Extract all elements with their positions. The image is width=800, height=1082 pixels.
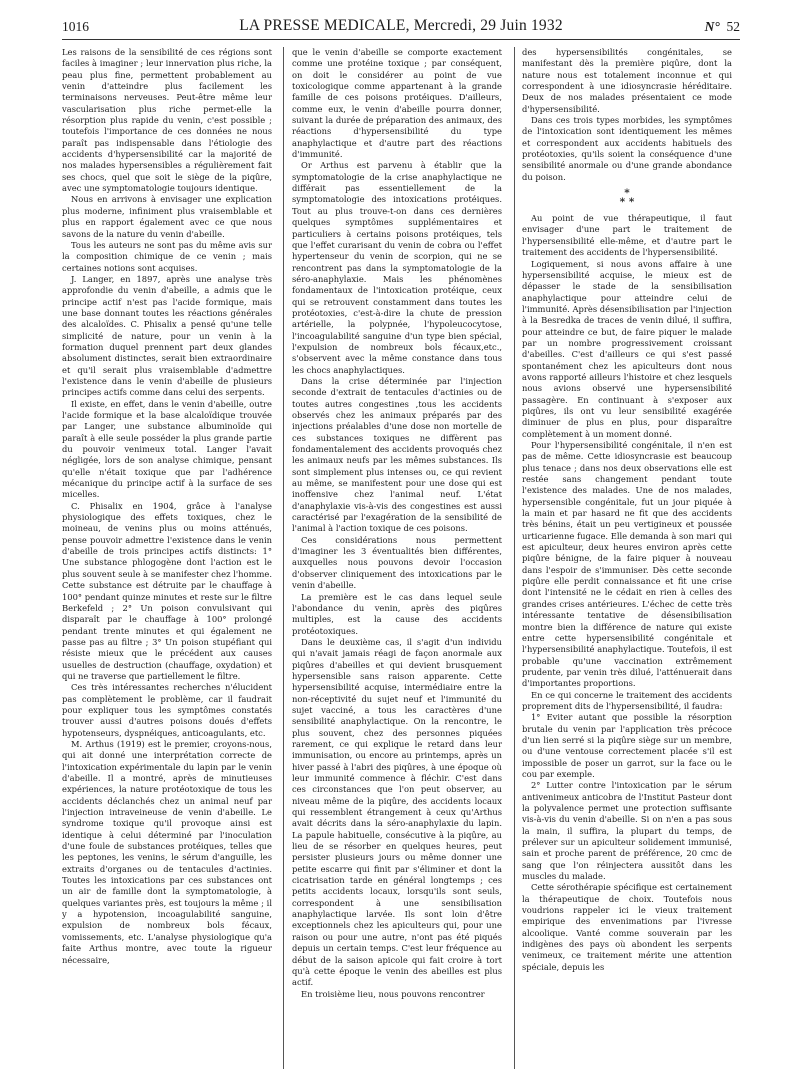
paragraph: Il existe, en effet, dans le venin d'abeille, outre l'acide formique et la base alcaloïdique trouvée par Langer, une substance albuminoïde qui paraît à elle seule posséder la plus grande partie du pouvoir venimeux total. Langer l'avait négligée, lors de son analyse chimique, pensant qu'elle n'était toxique que par l'adhérence mécanique du principe actif à la surface de ses micelles. (62, 398, 272, 500)
issue-number (705, 19, 740, 35)
journal-title-date: LA PRESSE MEDICALE, Mercredi, 29 Juin 1932 (239, 17, 563, 34)
paragraph: 2° Lutter contre l'intoxication par le sérum antivenimeux anticobra de l'Institut Pasteur dont la polyvalence permet une protection suffisante vis-à-vis du venin d'abeille. Si on n'en a pas sous la main, il suffira, la plupart du temps, de prélever sur un apiculteur solidement immunisé, sain et proche parent de préférence, 20 cmc de sang que l'on réinjectera aussitôt dans les muscles du malade. (522, 780, 732, 882)
paragraph: des hypersensibilités congénitales, se manifestant dès la première piqûre, dont la nature nous est totalement inconnue et qui correspondent à une idiosyncrasie héréditaire. Deux de nos malades présentaient ce mode d'hypersensibilité. (522, 47, 732, 114)
paragraph: Cette sérothérapie spécifique est certainement la thérapeutique de choix. Toutefois nous voudrions rappeler ici le vieux traitement empirique des envenimations par l'ivresse alcoolique. Vanté comme souverain par les indigènes des pays où abondent les serpents venimeux, ce traitement mérite une attention spéciale, depuis les (522, 882, 732, 972)
page-number: 1016 (62, 19, 89, 34)
column-rule (283, 47, 284, 1069)
paragraph: Pour l'hypersensibilité congénitale, il n'en est pas de même. Cette idiosyncrasie est beaucoup plus tenace ; dans nos deux observations elle est restée sans changement pendant toute l'existence des malades. Une de nos malades, hypersensible congénitale, fut un jour piquée à la main et par hasard ne fit que des accidents très bénins, était un peu vertigineux et poussée urticarienne fugace. Elle demanda à son mari qui est apiculteur, deux heures environ après cette piqûre bénigne, de la faire piquer à nouveau dans l'espoir de s'immuniser. Dès cette seconde piqûre elle perdit connaissance et fit une crise dont l'intensité ne le cédait en rien à celles des grandes crises antérieures. L'échec de cette très intéressante tentative de désensibilisation montre bien la différence de nature qui existe entre cette hypersensibilité congénitale et l'hypersensibilité anaphylactique. Toutefois, il est probable qu'une vaccination extrêmement prudente, par venin très dilué, l'atténuerait dans d'importantes proportions. (522, 440, 732, 689)
paragraph: C. Phisalix en 1904, grâce à l'analyse physiologique des effets toxiques, chez le moineau, de venins plus ou moins atténués, pense pouvoir admettre l'existence dans le venin d'abeille de trois principes actifs distincts: 1° Une substance phlogogène dont l'action est le plus souvent seule à se manifester chez l'homme. Cette substance est détruite par le chauffage à 100° pendant quinze minutes et reste sur le filtre Berkefeld ; 2° Un poison convulsivant qui disparaît par le chauffage à 100° prolongé pendant trente minutes et qui également ne passe pas au filtre ; 3° Un poison stupéfiant qui résiste mieux que le précédent aux causes usuelles de destruction (chauffage, oxydation) et qui ne traverse que partiellement le filtre. (62, 500, 272, 681)
paragraph: Tous les auteurs ne sont pas du même avis sur la composition chimique de ce venin ; mais certaines notions sont acquises. (62, 239, 272, 273)
paragraph: Nous en arrivons à envisager une explication plus moderne, infiniment plus vraisemblable et plus en rapport également avec ce que nous savons de la nature du venin d'abeille. (62, 194, 272, 239)
paragraph: que le venin d'abeille se comporte exactement comme une protéine toxique ; par conséquent, on doit le considérer au point de vue toxicologique comme appartenant à la grande famille de ces poisons protéiques. D'ailleurs, comme eux, le venin d'abeille pourra donner, suivant la durée de préparation des animaux, des réactions d'hypersensibilité du type anaphylactique et d'autre part des réactions d'immunité. (292, 47, 502, 160)
paragraph: Ces considérations nous permettent d'imaginer les 3 éventualités bien différentes, auxquelles nous pouvons devoir l'occasion d'observer cliniquement des intoxications par le venin d'abeille. (292, 534, 502, 591)
header-rule (62, 39, 740, 40)
issue-label: N° (704, 19, 720, 34)
paragraph: Les raisons de la sensibilité de ces régions sont faciles à imaginer ; leur innervation plus riche, la peau plus fine, permettent probablement au venin d'atteindre plus facilement les terminaisons nerveuses. Peut-être même leur vascularisation plus riche permet-elle la résorption plus rapide du venin, c'est possible ; toutefois l'importance de ces données ne nous paraît pas indispensable dans l'étiologie des accidents d'hypersensibilité car la majorité de nos malades hypersensibles a régulièrement fait ses chocs, quel que soit le siège de la piqûre, avec une symptomatologie toujours identique. (62, 47, 272, 194)
paragraph: La première est le cas dans lequel seule l'abondance du venin, après des piqûres multiples, est la cause des accidents protéotoxiques. (292, 591, 502, 636)
paragraph: En ce qui concerne le traitement des accidents proprement dits de l'hypersensibilité, il faudra: (522, 689, 732, 711)
paragraph: 1° Eviter autant que possible la résorption brutale du venin par l'application très précoce d'un lien serré si la piqûre siège sur un membre, ou d'une ventouse correctement placée s'il est impossible de poser un garrot, sur la face ou le cou par exemple. (522, 712, 732, 779)
text-column-middle (292, 47, 502, 1069)
paragraph: M. Arthus (1919) est le premier, croyons-nous, qui ait donné une interprétation correcte de l'intoxication expérimentale du lapin par le venin d'abeille. Il a montré, après de minutieuses expériences, la nature protéotoxique de tous les accidents déclanchés chez un animal neuf par l'injection intraveineuse de venin d'abeille. Le syndrome toxique qu'il provoque ainsi est identique à celui déterminé par l'inoculation d'une foule de substances protéiques, telles que les peptones, les venins, le sérum d'anguille, les extraits d'organes ou de tentacules d'actinies. Toutes les intoxications par ces substances ont un air de famille dont la symptomatologie, à quelques variantes près, est toujours la même ; il y a hypotension, incoagulabilité sanguine, expulsion de nombreux bols fécaux, vomissements, etc. L'analyse physiologique qu'a faite Arthus montre, avec toute la rigueur nécessaire, (62, 738, 272, 965)
paragraph: Dans ces trois types morbides, les symptômes de l'intoxication sont identiquement les mêmes et correspondent aux accidents habituels des protéotoxies, qu'ils soient la conséquence d'une sensibilité anormale ou d'une grande abondance du poison. (522, 115, 732, 182)
paragraph: Dans le deuxième cas, il s'agit d'un individu qui n'avait jamais réagi de façon anormale aux piqûres d'abeilles et qui devient brusquement hypersensible sans raison apparente. Cette hypersensibilité acquise, intermédiaire entre la non-réceptivité du sujet neuf et l'immunité du sujet vacciné, a tous les caractères d'une sensibilité anaphylactique. On la rencontre, le plus souvent, chez des personnes piquées rarement, ce qui explique le retard dans leur immunisation, ou encore au printemps, après un hiver passé à l'abri des piqûres, à une époque où leur immunité commence à fléchir. C'est dans ces circonstances que l'on peut observer, au niveau même de la piqûre, des accidents locaux qui ressemblent étrangement à ceux qu'Arthus avait décrits dans la séro-anaphylaxie du lapin. La papule habituelle, consécutive à la piqûre, au lieu de se résorber en quelques heures, peut persister plusieurs jours ou même donner une petite escarre qui finit par s'éliminer et dont la cicatrisation tarde en général longtemps ; ces petits accidents locaux, lorsqu'ils sont seuls, correspondent à une sensibilisation anaphylactique larvée. Ils sont loin d'être exceptionnels chez les apiculteurs qui, pour une raison ou pour une autre, n'ont pas été piqués depuis un certain temps. C'est leur fréquence au début de la saison apicole qui fait croire à tort qu'à cette époque le venin des abeilles est plus actif. (292, 636, 502, 988)
text-column-right (522, 47, 732, 1069)
paragraph: J. Langer, en 1897, après une analyse très approfondie du venin d'abeille, a admis que le principe actif n'est pas l'acide formique, mais une base donnant toutes les réactions générales des alcaloïdes. C. Phisalix a pensé qu'une telle simplicité de nature, pour un venin à la formation duquel prennent part deux glandes absolument distinctes, serait bien extraordinaire et qu'il serait plus vraisemblable d'admettre l'existence dans le venin d'abeille de plusieurs principes actifs comme dans celui des serpents. (62, 273, 272, 398)
paragraph: En troisième lieu, nous pouvons rencontrer (301, 988, 485, 999)
paragraph: Dans la crise déterminée par l'injection seconde d'extrait de tentacules d'actinies ou de toutes autres congestines ,tous les accidents observés chez les animaux préparés par des injections préalables d'une dose non mortelle de ces substances toxiques ne diffèrent pas fondamentalement des accidents provoqués chez les animaux neufs par les mêmes substances. Ils sont simplement plus intenses ou, ce qui revient au même, se manifestent pour une dose qui est inoffensive chez l'animal neuf. L'état d'anaphylaxie vis-à-vis des congestines est aussi caractérisé par l'exagération de la sensibilité de l'animal à l'action toxique de ces poisons. (292, 375, 502, 534)
paragraph: Ces très intéressantes recherches n'élucident pas complètement le problème, car il faudrait pour expliquer tous les symptômes constatés trouver aussi d'autres poisons doués d'effets hypotenseurs, dyspnéiques, anticoagulants, etc. (62, 682, 272, 738)
issue-number-value: 52 (726, 19, 740, 34)
asterism-glyphs: * * * (619, 187, 635, 209)
paragraph: Logiquement, si nous avons affaire à une hypersensibilité acquise, le mieux est de dépasser le stade de la sensibilisation anaphylactique pour atteindre celui de l'immunité. Après désensibilisation par l'injection à la Besredka de traces de venin dilué, il suffira, pour atteindre ce but, de faire piquer le malade par un nombre progressivement croissant d'abeilles. C'est d'ailleurs ce qui s'est passé spontanément chez les apiculteurs dont nous avons rapporté ailleurs l'histoire et chez lesquels nous avions observé une hypersensibilité passagère. En continuant à s'exposer aux piqûres, ils ont vu leur sensibilité exagérée diminuer de plus en plus, pour disparaître complètement à un moment donné. (522, 258, 732, 439)
section-break-asterism (522, 189, 732, 207)
text-column-left (62, 47, 272, 1069)
paragraph: Au point de vue thérapeutique, il faut envisager d'une part le traitement de l'hypersensibilité elle-même, et d'autre part le traitement des accidents de l'hypersensibilité. (522, 213, 732, 258)
running-header (62, 14, 740, 38)
column-rule (514, 47, 515, 1069)
paragraph: Or Arthus est parvenu à établir que la symptomatologie de la crise anaphylactique ne différait pas essentiellement de la symptomatologie des intoxications protéiques. Tout au plus trouve-t-on dans ces dernières quelques symptômes supplémentaires et particuliers à certains poisons protéiques, tels que l'effet curarisant du venin de cobra ou l'effet hypertenseur du venin de scorpion, qui ne se rencontrent pas dans la symptomatologie de la séro-anaphylaxie. Mais les phénomènes fondamentaux de l'intoxication protéique, ceux qui se retrouvent constamment dans toutes les protéotoxies, c'est-à-dire la chute de pression artérielle, la polypnée, l'hypoleucocytose, l'incoagulabilité sanguine d'un type bien spécial, l'expulsion de nombreux bols fécaux,etc., s'observent avec la même constance dans tous les chocs anaphylactiques. (292, 160, 502, 375)
